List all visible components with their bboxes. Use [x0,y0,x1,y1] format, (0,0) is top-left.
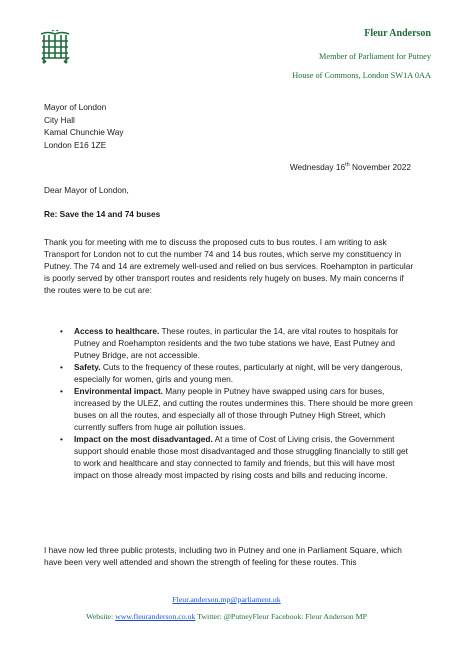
salutation: Dear Mayor of London, [44,185,129,195]
email-link[interactable]: Fleur.anderson.mp@parliament.uk [172,595,281,604]
recipient-line: Kamal Chunchie Way [44,127,124,137]
concern-text: At a time of Cost of Living crisis, the Government support should enable those most disadvantaged and those struggling financially to still get to work and healthcare and stay connected to family and friends, but this will have most impact on those already most impacted by rising costs and bills and reducing income. [74,434,408,480]
recipient-line: London E16 1ZE [44,139,107,150]
date-rest: November 2022 [349,162,411,172]
concern-title: Environmental impact. [74,386,163,396]
list-item [44,433,414,481]
portcullis-icon [38,30,72,64]
concern-text: Cuts to the frequency of these routes, particularly at night, will be very dangerous, especially for women, girls and young men. [74,362,403,384]
concern-title: Access to healthcare. [74,326,160,336]
footer-contacts [0,612,453,621]
concern-title: Safety. [74,362,101,372]
bullet-icon: • [60,434,63,444]
list-item [44,361,414,385]
letterhead [292,27,431,81]
date-weekday: Wednesday 16 [289,162,346,172]
concern-text: Many people in Putney have swapped using cars for buses, increased by the ULEZ, and cutting the routes undermines this. There should be more green buses on all the routes, and especially all of those through Putney High Street, which currently suffers from huge air pollution issues. [74,386,413,432]
intro-paragraph: Thank you for meeting with me to discuss the proposed cuts to bus routes. I am writing to ask Transport for London not to cut the number 74 and 14 bus routes, which serve my constituency in Putney. The 74 and 14 are extremely well-used and relied on bus services. Roehampton in particular is poorly served by other transport routes and residents rely hugely on buses. My main concerns if the routes were to be cut are: [44,237,414,295]
concern-text: These routes, in particular the 14, are vital routes to hospitals for Putney and Roehampton residents and the two tube stations we have, East Putney and Putney Bridge, are not accessible. [74,326,399,360]
list-item [44,325,414,361]
mp-name: Fleur Anderson [364,28,431,39]
concerns-list [44,325,414,481]
bullet-icon: • [60,326,63,336]
recipient-line: City Hall [44,114,75,125]
subject-line: Re: Save the 14 and 74 buses [44,209,161,219]
list-item [44,385,414,433]
mp-address: House of Commons, London SW1A 0AA [292,71,431,80]
mp-role: Member of Parliament for Putney [319,52,431,61]
social-contacts: Twitter: @PutneyFleur Facebook: Fleur Anderson MP [195,612,367,621]
date-suffix: th [345,162,350,169]
bullet-icon: • [60,386,63,396]
website-label: Website: [86,612,116,621]
closing-paragraph: I have now led three public protests, including two in Putney and one in Parliament Square, which have been very well attended and shown the strength of feeling for these routes. This [44,545,402,567]
website-link[interactable]: www.fleuranderson.co.uk [115,612,196,621]
letter-date [290,162,411,172]
recipient-line: Mayor of London [44,102,107,112]
concern-title: Impact on the most disadvantaged. [74,434,213,444]
recipient-address [44,101,123,151]
bullet-icon: • [60,362,63,372]
